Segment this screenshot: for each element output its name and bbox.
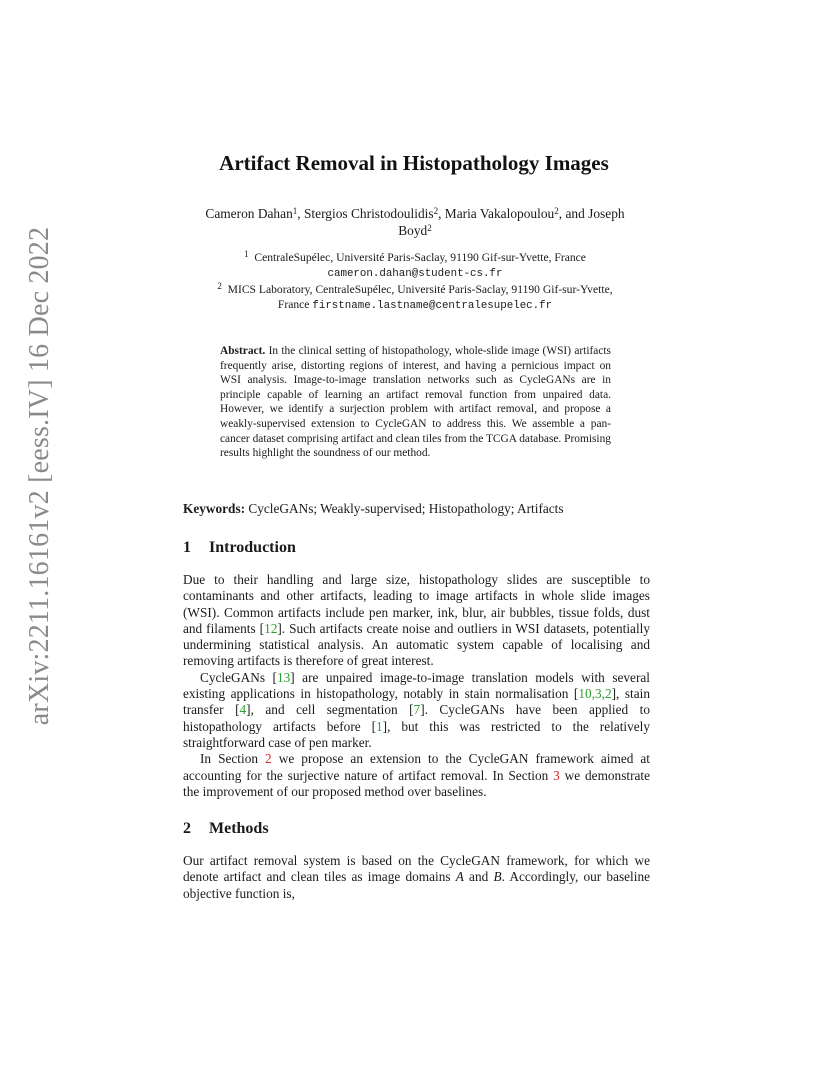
affiliation-number: 1 [244,249,249,259]
affiliation-number: 2 [217,281,222,291]
abstract-label: Abstract. [220,345,266,357]
citation-link[interactable]: 7 [413,702,421,718]
arxiv-stamp [22,226,59,726]
introduction-body [183,572,650,800]
citation-link[interactable]: 2 [604,686,612,702]
arxiv-identifier: arXiv:2211.16161v2 [eess.IV] 16 Dec 2022 [24,226,56,726]
citation-link[interactable]: 10 [578,686,592,702]
math-symbol: A [455,869,464,885]
section-title: Methods [209,820,269,837]
paragraph: In Section 2 we propose an extension to the CycleGAN framework aimed at accounting for the surjective nature of artifact removal. In Section 3 we demonstrate the improvement of our proposed method over baselines. [183,751,651,799]
section-number: 1 [183,539,191,556]
keywords-text: CycleGANs; Weakly-supervised; Histopathology; Artifacts [248,501,564,516]
citation-link[interactable]: 13 [276,669,291,685]
author-affiliation-mark: 2 [554,206,559,216]
section-number: 2 [183,820,191,837]
affiliation-text: MICS Laboratory, CentraleSupélec, Université Paris-Saclay, 91190 Gif-sur-Yvette, [227,283,613,296]
author-name: and Joseph [565,206,625,221]
keywords-label: Keywords: [183,501,246,516]
paragraph: CycleGANs [13] are unpaired image-to-image translation models with several existing applications in histopathology, notably in stain normalisation [10,3,2], stain transfer [4], and cell segmentation [7]. CycleGANs have been applied to histopathology artifacts before [1], but this was restricted to the relatively straightforward case of pen marker. [183,669,651,750]
citation-link[interactable]: 12 [264,620,278,636]
paragraph: Our artifact removal system is based on the CycleGAN framework, for which we denote artifact and clean tiles as image domains A and B. Accordingly, our baseline objective function is, [183,853,651,901]
author-name: Cameron Dahan [205,206,293,221]
affiliation-text: CentraleSupélec, Université Paris-Saclay, 91190 Gif-sur-Yvette, France [254,251,586,264]
author-name: Maria Vakalopoulou [444,206,555,221]
keywords [183,500,650,517]
paper-title: Artifact Removal in Histopathology Images [219,151,609,175]
author-name: Stergios Christodoulidis [303,206,434,221]
section-heading-introduction [183,539,296,557]
section-reference-link[interactable]: 2 [265,751,272,767]
abstract-text: In the clinical setting of histopathology, whole-slide image (WSI) artifacts frequently arise, distorting regions of interest, and having a pernicious impact on WSI analysis. Image-to-image translation networks such as CycleGANs are in principle capable of learning an artifact removal function from unpaired data. However, we identify a surjection problem with artifact removal, and propose a weakly-supervised extension to CycleGAN to address this. We assemble a pan-cancer dataset comprising artifact and clean tiles from the TCGA database. Promising results highlight the soundness of our method. [220,345,611,460]
author-affiliation-mark: 2 [427,223,432,233]
section-reference-link[interactable]: 3 [553,767,560,783]
author-email[interactable]: firstname.lastname@centralesupelec.fr [312,300,553,312]
citation-link[interactable]: 1 [376,718,383,734]
author-affiliation-mark: 2 [433,206,439,216]
author-email[interactable]: cameron.dahan@student-cs.fr [327,268,503,280]
math-symbol: B [493,869,502,885]
methods-body [183,853,650,902]
author-name: Boyd [398,223,428,238]
section-heading-methods [183,820,269,838]
section-title: Introduction [209,539,296,556]
citation-link[interactable]: 3 [594,686,602,702]
author-list: Cameron Dahan$^1$, Stergios Christodoulidis$^2$, Maria Vakalopoulou$^2$, and Joseph Boyd$^2$ [205,206,625,238]
citation-link[interactable]: 4 [239,702,247,718]
abstract [220,344,611,461]
affiliations [180,250,650,314]
paragraph: Due to their handling and large size, histopathology slides are susceptible to contaminants and other artifacts, leading to image artifacts in whole slide images (WSI). Common artifacts include pen marker, ink, blur, air bubbles, tissue folds, dust and filaments [12]. Such artifacts create noise and outliers in WSI datasets, potentially undermining statistical analysis. An automatic system capable of localising and removing artifacts is therefore of great interest. [183,572,650,669]
author-affiliation-mark: 1 [292,206,298,216]
affiliation-text: France [277,298,310,311]
